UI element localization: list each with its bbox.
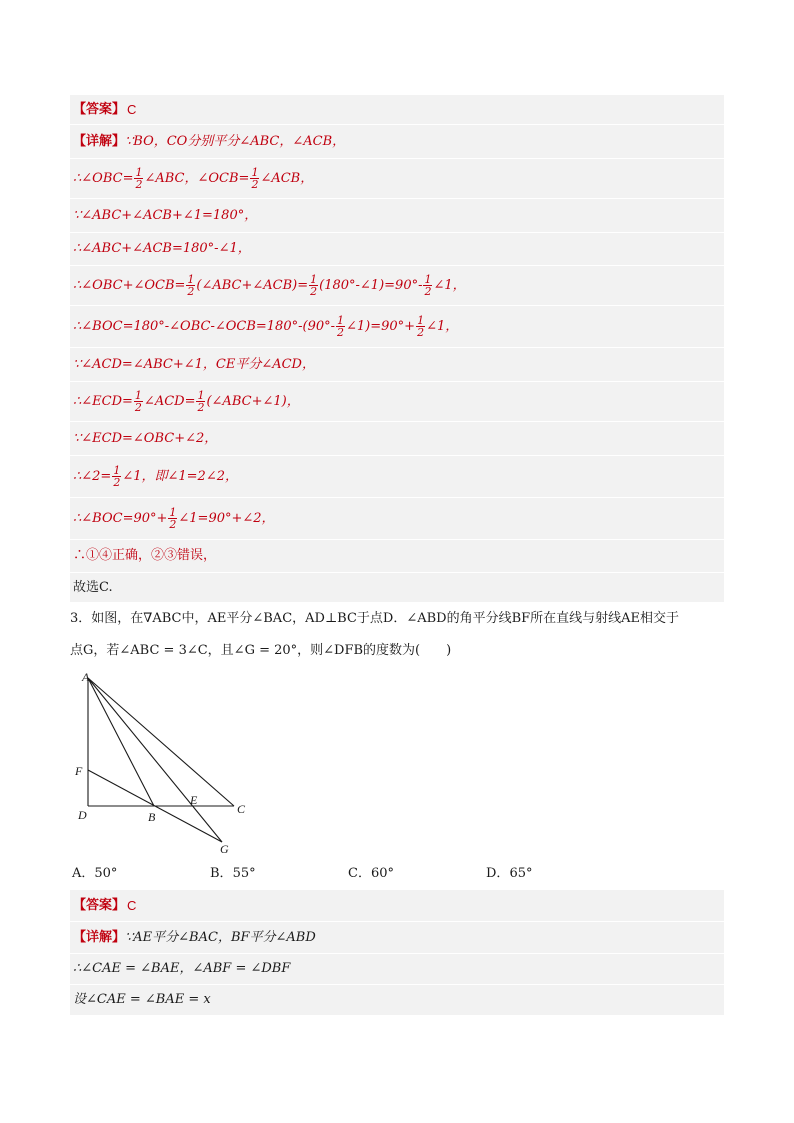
detail-line: ∵AE平分∠BAC，BF平分∠ABD [125,929,316,945]
segment-AB [88,678,154,806]
detail-text: ∴∠ECD= [73,393,133,409]
answer-row-1 [70,95,724,125]
fraction: $\frac{1}{2}$ [337,314,344,339]
detail-row-5 [70,306,724,348]
answer-value: C [127,897,137,913]
detail-row-10 [70,498,724,540]
detail-row-4 [70,266,724,306]
fraction: $\frac{1}{2}$ [113,464,121,489]
detail-text: ∠1，即∠1=2∠2， [122,468,238,484]
detail-text: ∠ACD= [143,393,196,409]
fraction: $\frac{1}{2}$ [135,166,143,191]
detail-text: (∠ABC+∠1)， [206,393,300,409]
label-D: D [78,808,87,822]
detail-text: (180°-∠1)=90°- [319,277,423,293]
detail-tag: 【详解】 [73,929,126,945]
detail-text: ∴∠2= [73,468,112,484]
label-F: F [75,764,83,778]
detail-text: (∠ABC+∠ACB)= [196,277,309,293]
segment-AC [88,678,234,806]
detail-row-2 [70,199,724,233]
detail-text: ∠1， [433,277,466,293]
detail3-row-0 [70,922,724,954]
detail-text: ∵∠ACD=∠ABC+∠1，CE平分∠ACD， [73,356,315,372]
geometry-figure [70,668,270,858]
detail-row-6 [70,348,724,382]
detail-text: ∴∠OBC+∠OCB= [73,277,186,293]
label-B: B [148,810,156,824]
label-A: A [82,670,90,684]
detail-row-3 [70,233,724,266]
answer-tag: 【答案】 [73,101,126,117]
fraction: $\frac{1}{2}$ [251,166,259,191]
fraction: $\frac{1}{2}$ [310,273,318,298]
option-b[interactable]: B．55° [210,866,256,881]
detail3-row-2 [70,985,724,1016]
detail-text: 设∠CAE = ∠BAE = x [73,992,211,1007]
option-d[interactable]: D．65° [486,866,533,881]
detail-text: ∴∠OBC= [73,170,134,186]
detail-row-12 [70,573,724,603]
label-C: C [237,802,246,816]
detail-text: ∵∠ECD=∠OBC+∠2， [73,430,218,446]
detail3-row-1 [70,954,724,985]
detail-row-0 [70,125,724,159]
detail-text: ∵∠ABC+∠ACB+∠1=180°， [73,207,258,223]
fraction: $\frac{1}{2}$ [197,389,205,414]
detail-text: ∠ACB， [260,170,314,186]
option-c[interactable]: C．60° [348,866,394,881]
detail-row-11 [70,540,724,573]
detail-text: ∠1=90°+∠2， [178,510,275,526]
question-line-2: 点G，若∠ABC = 3∠C，且∠G = 20°，则∠DFB的度数为( ) [70,643,452,658]
label-G: G [220,842,229,856]
detail-text: 故选C. [73,579,113,595]
detail-row-7 [70,382,724,422]
fraction: $\frac{1}{2}$ [169,506,177,531]
detail-text: ∴∠ABC+∠ACB=180°-∠1， [73,241,251,256]
detail-row-9 [70,456,724,498]
detail-row-1 [70,159,724,199]
detail-tag: 【详解】 [73,133,126,149]
detail-line: ∵BO，CO分别平分∠ABC，∠ACB， [125,133,346,149]
answer-value: C [127,101,137,117]
answer-row-3 [70,890,724,922]
label-E: E [190,793,198,807]
detail-text: ∴①④正确，②③错误， [73,548,217,563]
question-line-1: 3．如图，在∇ABC中，AE平分∠BAC，AD⊥BC于点D．∠ABD的角平分线BF所在直线与射线AE相交于 [70,611,680,626]
detail-row-8 [70,422,724,456]
detail-text: ∴∠BOC=180°-∠OBC-∠OCB=180°-(90°- [73,318,335,334]
fraction: $\frac{1}{2}$ [187,273,195,298]
detail-text: ∴∠CAE = ∠BAE，∠ABF = ∠DBF [73,961,291,976]
detail-text: ∠1)=90°+ [346,318,416,334]
answer-tag: 【答案】 [73,897,126,913]
detail-text: ∴∠BOC=90°+ [73,510,168,526]
fraction: $\frac{1}{2}$ [134,389,142,414]
detail-text: ∠ABC，∠OCB= [144,170,250,186]
fraction: $\frac{1}{2}$ [417,314,425,339]
detail-text: ∠1， [426,318,459,334]
fraction: $\frac{1}{2}$ [424,273,432,298]
option-a[interactable]: A．50° [72,866,118,881]
